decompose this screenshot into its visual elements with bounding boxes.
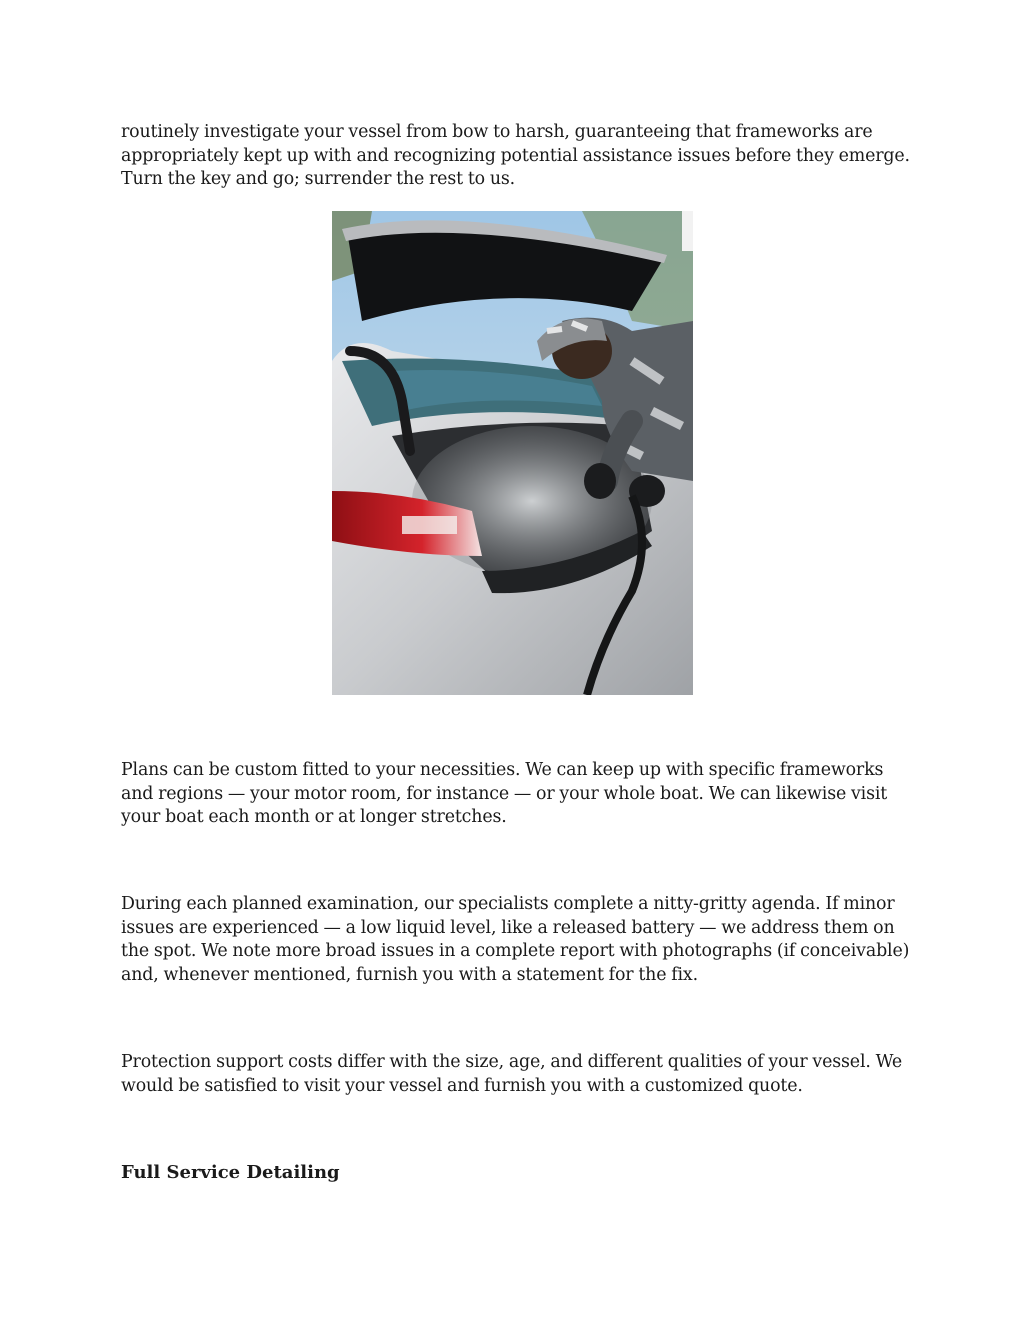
examination-paragraph: During each planned examination, our specialists complete a nitty-gritty agenda. If minor issues are experienced — a low liquid level, like a released battery — we address them on the spot. We note more broad issues in a complete report with photographs (if conceivable) and, whenever mentioned, furnish you with a statement for the fix. [121,894,910,985]
plans-paragraph: Plans can be custom fitted to your necessities. We can keep up with specific frameworks and regions — your motor room, for instance — or your whole boat. We can likewise visit your boat each month or at longer stretches. [121,760,888,828]
section-heading: Full Service Detailing [121,1162,340,1183]
pricing-paragraph: Protection support costs differ with the size, age, and different qualities of your vessel. We would be satisfied to visit your vessel and furnish you with a customized quote. [121,1052,903,1096]
intro-paragraph: routinely investigate your vessel from bow to harsh, guaranteeing that frameworks are appropriately kept up with and recognizing potential assistance issues before they emerge. Turn the key and go; surrender the rest to us. [121,122,910,190]
car-trunk-steam-cleaning-photo [332,211,693,695]
